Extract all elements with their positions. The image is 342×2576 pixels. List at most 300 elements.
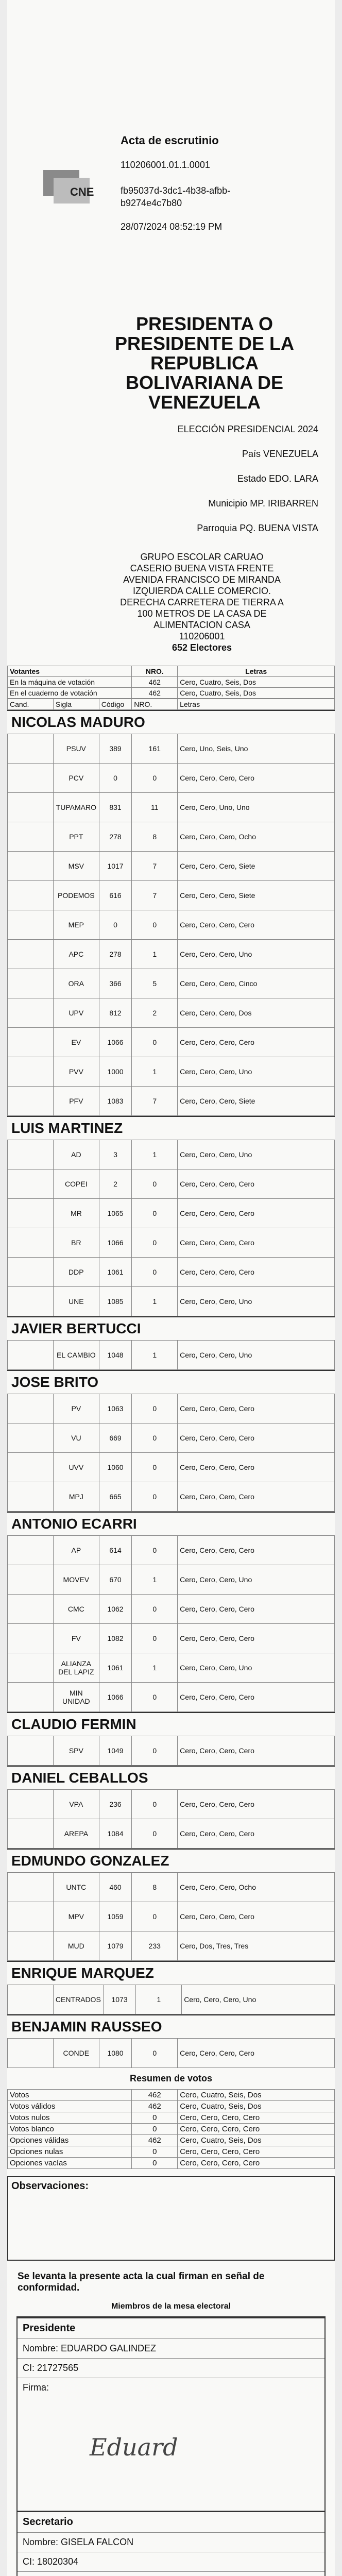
candidate-blank [8,2039,54,2068]
votantes-letras: Cero, Cuatro, Seis, Dos [178,677,335,688]
candidate-table [7,1789,335,1849]
letras-header: Letras [178,666,335,677]
candidate-table [7,1140,335,1316]
candidate-letras: Cero, Cero, Cero, Cero [178,1536,335,1565]
voting-center [7,546,335,658]
candidate-row [8,1170,335,1199]
candidate-table [7,2038,335,2068]
candidate-blank [8,734,54,764]
observaciones-label: Observaciones: [11,2180,89,2192]
candidate-letras: Cero, Cero, Cero, Siete [178,852,335,881]
candidate-row [8,940,335,969]
candidate-letras: Cero, Cero, Cero, Cero [178,1790,335,1819]
candidate-row [8,1140,335,1170]
eleccion: ELECCIÓN PRESIDENCIAL 2024 [177,424,318,434]
candidate-blank [8,1902,54,1931]
candidate-codigo: 1017 [99,852,132,881]
candidate-nro: 0 [132,1683,178,1712]
candidate-codigo: 1066 [99,1028,132,1057]
candidate-blank [8,1985,54,2014]
candidate-letras: Cero, Cero, Cero, Cinco [178,969,335,998]
candidate-letras: Cero, Cero, Cero, Ocho [178,822,335,852]
candidate-row [8,1985,335,2014]
candidate-codigo: 1066 [99,1228,132,1258]
candidate-row [8,1482,335,1512]
candidate-letras: Cero, Cero, Cero, Uno [178,940,335,969]
candidate-table [7,1535,335,1712]
resumen-nro: 462 [132,2101,178,2112]
candidate-blank [8,1931,54,1961]
candidate-name: NICOLAS MADURO [7,710,335,734]
candidate-nro: 7 [132,881,178,910]
candidate-row [8,1258,335,1287]
parroquia: Parroquia PQ. BUENA VISTA [197,523,318,533]
candidate-letras: Cero, Cero, Cero, Cero [178,1624,335,1653]
candidate-letras: Cero, Cero, Cero, Uno [178,1565,335,1595]
candidate-row [8,852,335,881]
candidate-blank [8,1736,54,1766]
candidate-row [8,1565,335,1595]
candidate-letras: Cero, Cero, Cero, Cero [178,1683,335,1712]
resumen-row [8,2090,335,2101]
title-line: PRESIDENTE DE LA [114,333,295,354]
candidate-codigo: 1084 [99,1819,132,1849]
candidate-table [7,1985,335,2014]
candidate-codigo: 0 [99,910,132,940]
candidate-codigo: 1061 [99,1653,132,1683]
candidate-sigla: APC [53,940,99,969]
candidate-name: LUIS MARTINEZ [7,1116,335,1140]
candidate-nro: 233 [132,1931,178,1961]
mesa-title: Miembros de la mesa electoral [111,2302,231,2311]
candidate-codigo: 1000 [99,1057,132,1087]
candidate-sigla: PSUV [53,734,99,764]
observaciones-box [7,2176,335,2261]
candidate-nro: 161 [132,734,178,764]
center-line: CASERIO BUENA VISTA FRENTE [130,563,274,573]
candidate-row [8,1624,335,1653]
candidate-letras: Cero, Cero, Cero, Cero [178,1736,335,1766]
candidate-sigla: MOVEV [53,1565,99,1595]
candidate-letras: Cero, Cero, Cero, Cero [178,2039,335,2068]
candidate-nro: 1 [132,1565,178,1595]
votantes-nro: 462 [132,688,178,699]
sub-header-table [7,699,335,710]
candidate-letras: Cero, Cero, Cero, Cero [178,1423,335,1453]
candidate-sigla: TUPAMARO [53,793,99,822]
candidate-name: BENJAMIN RAUSSEO [7,2014,335,2038]
candidate-sigla: MPV [53,1902,99,1931]
resumen-nro: 0 [132,2158,178,2169]
candidate-row [8,764,335,793]
sub-header: Sigla [53,699,99,710]
candidate-codigo: 1063 [99,1394,132,1423]
candidate-letras: Cero, Cero, Cero, Cero [178,1170,335,1199]
candidate-blank [8,1565,54,1595]
candidate-blank [8,1683,54,1712]
candidate-letras: Cero, Cero, Cero, Cero [178,1595,335,1624]
candidate-letras: Cero, Cero, Cero, Cero [178,1482,335,1512]
candidate-blank [8,1170,54,1199]
candidate-letras: Cero, Cero, Cero, Cero [178,1228,335,1258]
candidate-nro: 0 [132,910,178,940]
member-signature: Eduard [90,2433,178,2461]
candidate-sigla: PODEMOS [53,881,99,910]
candidate-codigo: 665 [99,1482,132,1512]
election-title [7,314,335,422]
candidate-nro: 1 [136,1985,182,2014]
candidate-sigla: CMC [53,1595,99,1624]
candidate-nro: 7 [132,852,178,881]
candidate-row [8,793,335,822]
candidate-codigo: 1080 [99,2039,132,2068]
resumen-row [8,2101,335,2112]
resumen-row [8,2124,335,2135]
candidate-nro: 0 [132,1536,178,1565]
candidate-row [8,734,335,764]
candidate-nro: 11 [132,793,178,822]
candidate-letras: Cero, Cero, Cero, Siete [178,1087,335,1116]
candidate-codigo: 278 [99,940,132,969]
center-line: 100 METROS DE LA CASA DE [137,608,267,619]
candidate-codigo: 616 [99,881,132,910]
sub-header: Cand. [8,699,54,710]
candidate-codigo: 460 [99,1873,132,1902]
candidate-table [7,1394,335,1512]
candidate-codigo: 236 [99,1790,132,1819]
svg-text:CNE: CNE [70,185,94,198]
candidate-blank [8,910,54,940]
candidate-codigo: 366 [99,969,132,998]
candidate-sigla: ALIANZA DEL LAPIZ [53,1653,99,1683]
resumen-letras: Cero, Cuatro, Seis, Dos [178,2101,335,2112]
resumen-label: Opciones vacías [8,2158,132,2169]
candidate-nro: 0 [132,1228,178,1258]
candidate-sigla: CENTRADOS [53,1985,103,2014]
candidate-row [8,1199,335,1228]
candidate-blank [8,1228,54,1258]
resumen-label: Votos nulos [8,2112,132,2124]
candidate-sigla: BR [53,1228,99,1258]
candidate-row [8,1087,335,1116]
member-ci: CI: 21727565 [18,2359,324,2378]
candidate-codigo: 669 [99,1423,132,1453]
acta-hash-2: b9274e4c7b80 [121,198,182,208]
candidate-letras: Cero, Cero, Cero, Cero [178,1199,335,1228]
candidate-letras: Cero, Cero, Cero, Ocho [178,1873,335,1902]
candidate-blank [8,1028,54,1057]
votantes-label: En la máquina de votación [8,677,132,688]
election-meta [7,422,335,535]
acta-hash-1: fb95037d-3dc1-4b38-afbb- [121,185,231,196]
candidate-nro: 8 [132,1873,178,1902]
candidate-name: EDMUNDO GONZALEZ [7,1849,335,1872]
candidate-row [8,822,335,852]
candidate-row [8,1790,335,1819]
candidate-codigo: 0 [99,764,132,793]
acta-sheet [7,0,335,2576]
estado: Estado EDO. LARA [237,473,318,484]
candidate-codigo: 1061 [99,1258,132,1287]
candidate-nro: 0 [132,1736,178,1766]
candidate-letras: Cero, Cero, Cero, Uno [178,1287,335,1316]
candidate-sigla: PPT [53,822,99,852]
candidate-blank [8,764,54,793]
candidate-sigla: MIN UNIDAD [53,1683,99,1712]
member-firma-label: Firma: [23,2382,49,2393]
resumen-row [8,2146,335,2158]
candidate-blank [8,1341,54,1370]
candidate-row [8,2039,335,2068]
member-firma-label [18,2572,324,2576]
candidate-sigla: MUD [53,1931,99,1961]
candidate-blank [8,1536,54,1565]
candidate-codigo: 3 [99,1140,132,1170]
resumen-row [8,2158,335,2169]
candidate-nro: 1 [132,1057,178,1087]
candidate-codigo: 1062 [99,1595,132,1624]
header [7,0,335,314]
candidate-blank [8,822,54,852]
candidate-nro: 1 [132,1653,178,1683]
center-line: IZQUIERDA CALLE COMERCIO. [132,586,271,596]
candidate-row [8,1394,335,1423]
candidate-name: DANIEL CEBALLOS [7,1766,335,1789]
candidate-letras: Cero, Cero, Cero, Siete [178,881,335,910]
candidate-letras: Cero, Uno, Seis, Uno [178,734,335,764]
resumen-nro: 0 [132,2112,178,2124]
member-block [18,2511,324,2576]
center-line: 110206001 [179,631,225,641]
candidate-letras: Cero, Cero, Cero, Uno [178,1653,335,1683]
member-role: Presidente [18,2317,324,2339]
candidate-nro: 1 [132,1140,178,1170]
candidate-sigla: AREPA [53,1819,99,1849]
candidate-codigo: 1065 [99,1199,132,1228]
resumen-table [7,2089,335,2169]
resumen-letras: Cero, Cero, Cero, Cero [178,2112,335,2124]
candidate-letras: Cero, Cero, Uno, Uno [178,793,335,822]
candidate-codigo: 831 [99,793,132,822]
candidate-table [7,1736,335,1766]
candidate-sigla: UNE [53,1287,99,1316]
resumen-title: Resumen de votos [129,2073,213,2083]
candidate-letras: Cero, Cero, Cero, Uno [182,1985,335,2014]
candidate-sigla: EL CAMBIO [53,1341,99,1370]
candidate-letras: Cero, Dos, Tres, Tres [178,1931,335,1961]
candidate-blank [8,1199,54,1228]
candidate-codigo: 670 [99,1565,132,1595]
candidate-letras: Cero, Cero, Cero, Cero [178,1902,335,1931]
title-line: VENEZUELA [148,392,261,413]
candidate-letras: Cero, Cero, Cero, Cero [178,1819,335,1849]
candidate-sigla: SPV [53,1736,99,1766]
resumen-label: Votos válidos [8,2101,132,2112]
votantes-header: Votantes [8,666,132,677]
candidate-blank [8,1873,54,1902]
candidate-blank [8,1653,54,1683]
member-name: Nombre: GISELA FALCON [18,2533,324,2552]
sub-header: NRO. [132,699,178,710]
candidate-letras: Cero, Cero, Cero, Cero [178,764,335,793]
candidate-nro: 2 [132,998,178,1028]
candidate-codigo: 1066 [99,1683,132,1712]
resumen-letras: Cero, Cero, Cero, Cero [178,2124,335,2135]
candidate-sigla: UPV [53,998,99,1028]
candidate-blank [8,1258,54,1287]
candidate-row [8,1683,335,1712]
candidate-row [8,910,335,940]
candidate-blank [8,1394,54,1423]
nro-header: NRO. [132,666,178,677]
candidate-blank [8,1790,54,1819]
resumen-nro: 462 [132,2135,178,2146]
candidate-codigo: 1060 [99,1453,132,1482]
votantes-letras: Cero, Cuatro, Seis, Dos [178,688,335,699]
candidate-blank [8,940,54,969]
candidate-blank [8,1819,54,1849]
candidate-sigla: UNTC [53,1873,99,1902]
candidate-row [8,1873,335,1902]
resumen-row [8,2135,335,2146]
candidate-blank [8,1057,54,1087]
candidate-codigo: 812 [99,998,132,1028]
resumen-label: Votos [8,2090,132,2101]
candidate-row [8,881,335,910]
candidate-table [7,1872,335,1961]
candidate-blank [8,881,54,910]
candidate-blank [8,1624,54,1653]
candidate-nro: 1 [132,940,178,969]
candidate-blank [8,1482,54,1512]
candidate-sigla: MPJ [53,1482,99,1512]
candidate-nro: 0 [132,1595,178,1624]
candidate-nro: 0 [132,2039,178,2068]
title-line: REPUBLICA [150,352,259,374]
candidate-row [8,969,335,998]
candidates-list [7,710,335,2068]
candidate-name: JOSE BRITO [7,1370,335,1394]
candidate-sigla: ORA [53,969,99,998]
candidate-nro: 0 [132,1028,178,1057]
candidate-blank [8,998,54,1028]
votantes-label: En el cuaderno de votación [8,688,132,699]
candidate-codigo: 278 [99,822,132,852]
candidate-blank [8,1453,54,1482]
candidate-table [7,1340,335,1370]
member-signature-area [18,2397,324,2511]
resumen-nro: 462 [132,2090,178,2101]
candidate-sigla: MR [53,1199,99,1228]
candidate-sigla: PV [53,1394,99,1423]
candidate-letras: Cero, Cero, Cero, Dos [178,998,335,1028]
candidate-row [8,1819,335,1849]
resumen-row [8,2112,335,2124]
candidate-letras: Cero, Cero, Cero, Cero [178,1453,335,1482]
candidate-name: JAVIER BERTUCCI [7,1316,335,1340]
candidate-sigla: EV [53,1028,99,1057]
candidate-nro: 0 [132,1423,178,1453]
candidate-row [8,1536,335,1565]
municipio: Municipio MP. IRIBARREN [208,498,318,509]
candidate-nro: 0 [132,1453,178,1482]
candidate-letras: Cero, Cero, Cero, Uno [178,1341,335,1370]
candidate-sigla: PCV [53,764,99,793]
candidate-codigo: 1082 [99,1624,132,1653]
resumen-nro: 0 [132,2146,178,2158]
candidate-sigla: MSV [53,852,99,881]
candidate-nro: 0 [132,1624,178,1653]
candidate-codigo: 1079 [99,1931,132,1961]
title-line: PRESIDENTA O [135,313,273,334]
candidate-codigo: 2 [99,1170,132,1199]
candidate-sigla: AD [53,1140,99,1170]
candidate-codigo: 1048 [99,1341,132,1370]
candidate-blank [8,1423,54,1453]
candidate-sigla: PFV [53,1087,99,1116]
candidate-row [8,1028,335,1057]
resumen-label: Opciones válidas [8,2135,132,2146]
candidate-row [8,1931,335,1961]
center-line: DERECHA CARRETERA DE TIERRA A [120,597,284,607]
center-line: ALIMENTACION CASA [153,620,250,630]
candidate-letras: Cero, Cero, Cero, Cero [178,1394,335,1423]
candidate-nro: 0 [132,1170,178,1199]
candidate-sigla: AP [53,1536,99,1565]
candidate-row [8,1736,335,1766]
candidate-sigla: VU [53,1423,99,1453]
candidate-codigo: 614 [99,1536,132,1565]
candidate-codigo: 1049 [99,1736,132,1766]
cne-logo [43,170,95,206]
candidate-sigla: DDP [53,1258,99,1287]
candidate-sigla: VPA [53,1790,99,1819]
candidate-row [8,1057,335,1087]
candidate-row [8,1595,335,1624]
candidate-blank [8,1287,54,1316]
candidate-codigo: 1083 [99,1087,132,1116]
candidate-codigo: 1059 [99,1902,132,1931]
candidate-row [8,1287,335,1316]
candidate-nro: 8 [132,822,178,852]
candidate-row [8,1228,335,1258]
candidate-nro: 0 [132,1902,178,1931]
candidate-blank [8,1595,54,1624]
candidate-blank [8,1140,54,1170]
center-line: 652 Electores [172,642,232,653]
resumen-letras: Cero, Cuatro, Seis, Dos [178,2090,335,2101]
candidate-sigla: PVV [53,1057,99,1087]
member-ci: CI: 18020304 [18,2552,324,2572]
candidate-codigo: 1073 [103,1985,136,2014]
candidate-sigla: MEP [53,910,99,940]
candidate-row [8,1341,335,1370]
candidate-sigla: FV [53,1624,99,1653]
candidate-blank [8,852,54,881]
candidate-nro: 0 [132,1790,178,1819]
votantes-nro: 462 [132,677,178,688]
candidate-codigo: 389 [99,734,132,764]
candidate-nro: 0 [132,1199,178,1228]
sub-header: Letras [178,699,335,710]
candidate-row [8,1453,335,1482]
candidate-row [8,1423,335,1453]
candidate-letras: Cero, Cero, Cero, Cero [178,910,335,940]
member-block [18,2317,324,2511]
candidate-letras: Cero, Cero, Cero, Cero [178,1258,335,1287]
resumen-label: Opciones nulas [8,2146,132,2158]
candidate-name: CLAUDIO FERMIN [7,1712,335,1736]
